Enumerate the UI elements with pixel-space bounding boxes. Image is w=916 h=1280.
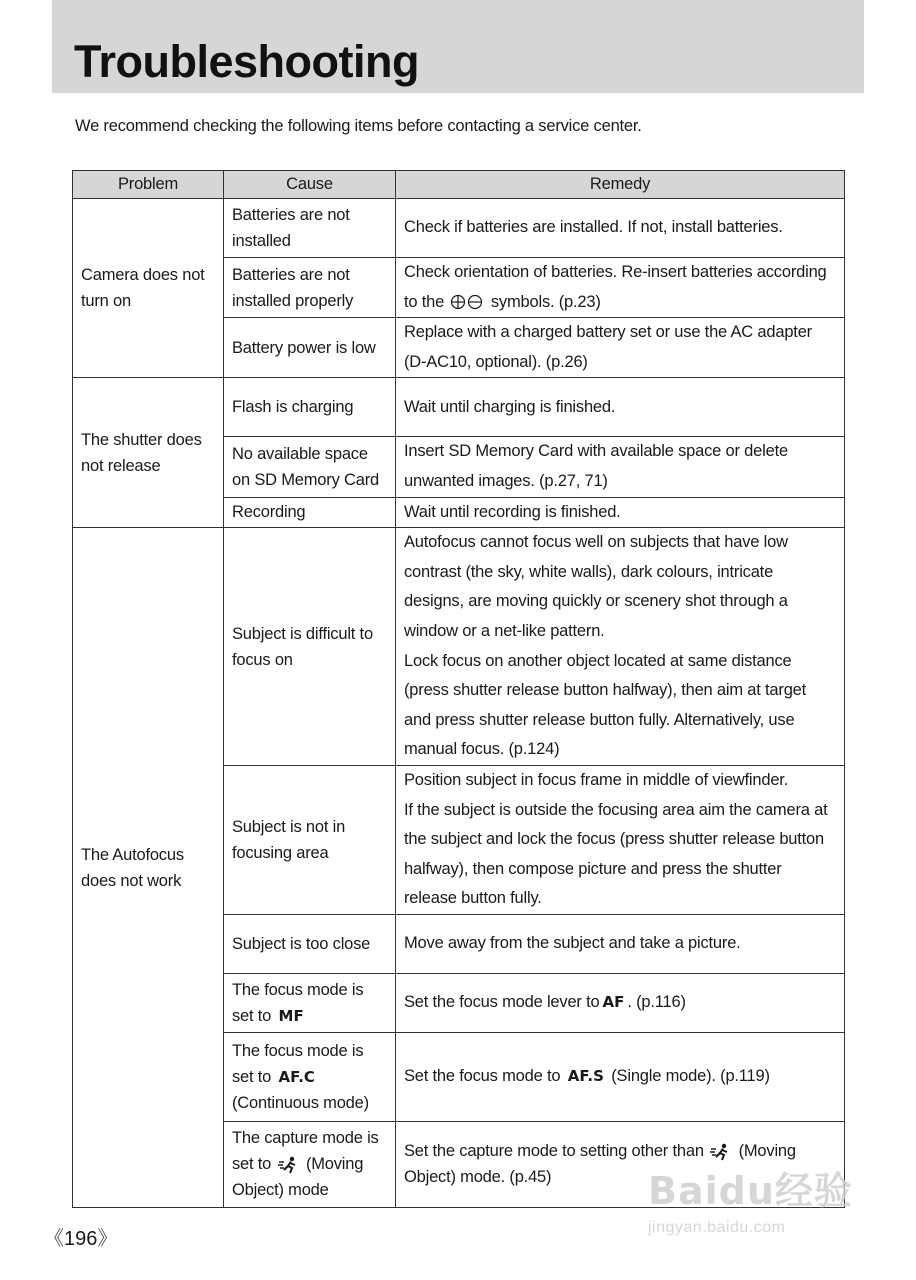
remedy-cell (396, 973, 845, 1032)
remedy-text: . (p.116) (627, 993, 686, 1012)
header-problem: Problem (73, 171, 224, 199)
troubleshooting-table (72, 170, 845, 1208)
remedy-text: Set the capture mode to setting other than (404, 1142, 704, 1161)
afs-mode-symbol: AF.S (567, 1067, 604, 1086)
table-row (73, 528, 845, 766)
remedy-cell: Replace with a charged battery set or use the AC adapter (D-AC10, optional). (p.26) (396, 318, 845, 378)
header-row (73, 171, 845, 199)
table-row (73, 378, 845, 437)
remedy-cell (396, 765, 845, 914)
remedy-text: Set the focus mode lever to (404, 993, 600, 1012)
remedy-cell: Move away from the subject and take a picture. (396, 914, 845, 973)
table-row (73, 199, 845, 258)
remedy-paragraph: Position subject in focus frame in middle of viewfinder. (404, 770, 789, 789)
cause-cell: No available space on SD Memory Card (224, 437, 396, 497)
cause-text: The capture mode is set to (232, 1129, 379, 1174)
remedy-cell: Wait until charging is finished. (396, 378, 845, 437)
title-bar (52, 0, 864, 93)
remedy-paragraph: Lock focus on another object located at same distance (press shutter release button halfway), then aim at target and press shutter release button fully. Alternatively, use manual focus. (p.124) (404, 651, 807, 759)
problem-cell: The shutter does not release (73, 378, 224, 528)
remedy-cell: Insert SD Memory Card with available space or delete unwanted images. (p.27, 71) (396, 437, 845, 497)
remedy-cell (396, 528, 845, 766)
remedy-text: (Single mode). (p.119) (611, 1067, 770, 1086)
remedy-text: Set the focus mode to (404, 1067, 561, 1086)
mf-mode-symbol: MF (278, 1006, 304, 1025)
remedy-text: symbols. (p.23) (490, 292, 601, 311)
remedy-cell (396, 1032, 845, 1121)
page-title: Troubleshooting (74, 36, 419, 87)
moving-object-icon (710, 1143, 732, 1161)
remedy-cell (396, 258, 845, 318)
cause-cell (224, 1032, 396, 1121)
watermark-logo: Baidu经验 (648, 1169, 853, 1213)
cause-cell: Subject is difficult to focus on (224, 528, 396, 766)
cause-cell: Subject is too close (224, 914, 396, 973)
afc-mode-symbol: AF.C (278, 1067, 315, 1086)
baidu-watermark (648, 1160, 868, 1250)
problem-cell: Camera does not turn on (73, 199, 224, 378)
cause-cell: Batteries are not installed (224, 199, 396, 258)
header-cause: Cause (224, 171, 396, 199)
remedy-cell: Check if batteries are installed. If not, install batteries. (396, 199, 845, 258)
remedy-cell: Wait until recording is finished. (396, 497, 845, 528)
header-remedy: Remedy (396, 171, 845, 199)
moving-object-icon (278, 1156, 300, 1174)
problem-cell: The Autofocus does not work (73, 528, 224, 1208)
cause-cell: Batteries are not installed properly (224, 258, 396, 318)
remedy-paragraph: Autofocus cannot focus well on subjects that have low contrast (the sky, white walls), dark colours, intricate designs, are moving quickly or scenery shot through a window or a net-like pattern. (404, 533, 788, 640)
cause-cell (224, 1121, 396, 1207)
af-mode-symbol: AF (602, 993, 625, 1012)
cause-cell (224, 973, 396, 1032)
battery-polarity-icon (450, 294, 484, 310)
page-number: 《196》 (44, 1228, 118, 1250)
cause-text: (Continuous mode) (232, 1093, 369, 1112)
cause-cell: Flash is charging (224, 378, 396, 437)
cause-cell: Subject is not in focusing area (224, 765, 396, 914)
cause-cell: Recording (224, 497, 396, 528)
cause-cell: Battery power is low (224, 318, 396, 378)
cause-text: The focus mode is set to (232, 980, 364, 1025)
remedy-text: (Moving Object) mode. (p.45) (404, 1142, 796, 1187)
cause-text: The focus mode is set to (232, 1041, 364, 1086)
watermark-url: jingyan.baidu.com (648, 1219, 786, 1236)
intro-text: We recommend checking the following items before contacting a service center. (75, 117, 642, 135)
remedy-paragraph: If the subject is outside the focusing area aim the camera at the subject and lock the focus (press shutter release button halfway), then compose picture and press the shutter release button fully. (404, 800, 828, 908)
cause-text: (Moving Object) mode (232, 1155, 364, 1200)
remedy-text: Check orientation of batteries. Re-insert batteries according to the (404, 263, 827, 311)
